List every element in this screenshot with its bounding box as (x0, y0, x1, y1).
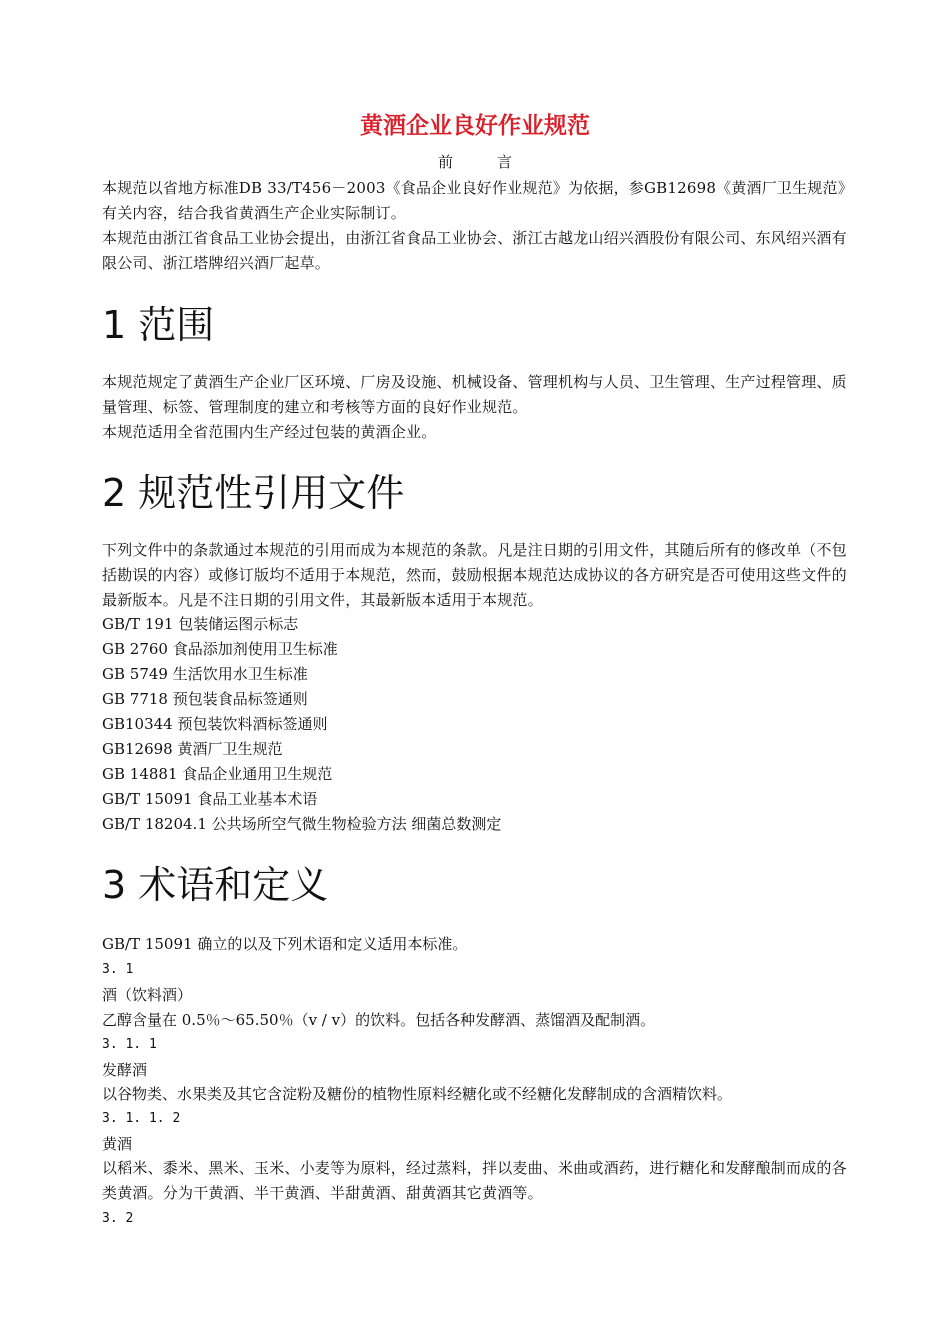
term-definition: 以稻米、黍米、黑米、玉米、小麦等为原料，经过蒸料，拌以麦曲、米曲或酒药，进行糖化和发酵酿制而成的各类黄酒。分为干黄酒、半干黄酒、半甜黄酒、甜黄酒其它黄酒等。 (102, 1159, 847, 1202)
reference-item: GB10344 预包装饮料酒标签通则 (102, 715, 328, 733)
clause-number: 3. 1. 1. 2 (102, 1111, 181, 1126)
document-title: 黄酒企业良好作业规范 (360, 113, 590, 139)
preface-heading: 前言 (437, 153, 556, 171)
term-name: 发酵酒 (102, 1061, 148, 1079)
term-definition: 乙醇含量在 0.5％～65.50％（v / v）的饮料。包括各种发酵酒、蒸馏酒及配制酒。 (102, 1011, 656, 1029)
section-paragraph: 本规范适用全省范围内生产经过包装的黄酒企业。 (102, 423, 437, 441)
term-name: 黄酒 (102, 1135, 133, 1153)
section-heading-references: 2 规范性引用文件 (102, 471, 405, 515)
section-paragraph: 本规范规定了黄酒生产企业厂区环境、厂房及设施、机械设备、管理机构与人员、卫生管理、生产过程管理、质量管理、标签、管理制度的建立和考核等方面的良好作业规范。 (102, 373, 847, 416)
reference-item: GB/T 15091 食品工业基本术语 (102, 790, 318, 808)
reference-item: GB 2760 食品添加剂使用卫生标准 (102, 640, 338, 658)
clause-number: 3. 1 (102, 962, 134, 977)
section-paragraph: GB/T 15091 确立的以及下列术语和定义适用本标准。 (102, 935, 468, 953)
reference-item: GB 14881 食品企业通用卫生规范 (102, 765, 333, 783)
section-heading-terms: 3 术语和定义 (102, 863, 329, 907)
clause-number: 3. 1. 1 (102, 1037, 157, 1052)
reference-item: GB12698 黄酒厂卫生规范 (102, 740, 283, 758)
reference-item: GB 7718 预包装食品标签通则 (102, 690, 308, 708)
section-paragraph: 下列文件中的条款通过本规范的引用而成为本规范的条款。凡是注日期的引用文件，其随后所有的修改单（不包括勘误的内容）或修订版均不适用于本规范，然而，鼓励根据本规范达成协议的各方研究是否可使用这些文件的最新版本。凡是不注日期的引用文件，其最新版本适用于本规范。 (102, 541, 847, 609)
section-heading-scope: 1 范围 (102, 303, 215, 347)
reference-item: GB/T 18204.1 公共场所空气微生物检验方法 细菌总数测定 (102, 815, 502, 833)
reference-item: GB/T 191 包装储运图示标志 (102, 615, 299, 633)
clause-number: 3. 2 (102, 1211, 134, 1226)
term-definition: 以谷物类、水果类及其它含淀粉及糖份的植物性原料经糖化或不经糖化发酵制成的含酒精饮料。 (102, 1085, 733, 1103)
reference-item: GB 5749 生活饮用水卫生标准 (102, 665, 308, 683)
preface-paragraph: 本规范由浙江省食品工业协会提出，由浙江省食品工业协会、浙江古越龙山绍兴酒股份有限公司、东风绍兴酒有限公司、浙江塔牌绍兴酒厂起草。 (102, 229, 847, 272)
term-name: 酒（饮料酒） (102, 986, 193, 1004)
preface-paragraph: 本规范以省地方标准DB 33/T456－2003《食品企业良好作业规范》为依据，参GB12698《黄酒厂卫生规范》有关内容，结合我省黄酒生产企业实际制订。 (102, 179, 846, 222)
